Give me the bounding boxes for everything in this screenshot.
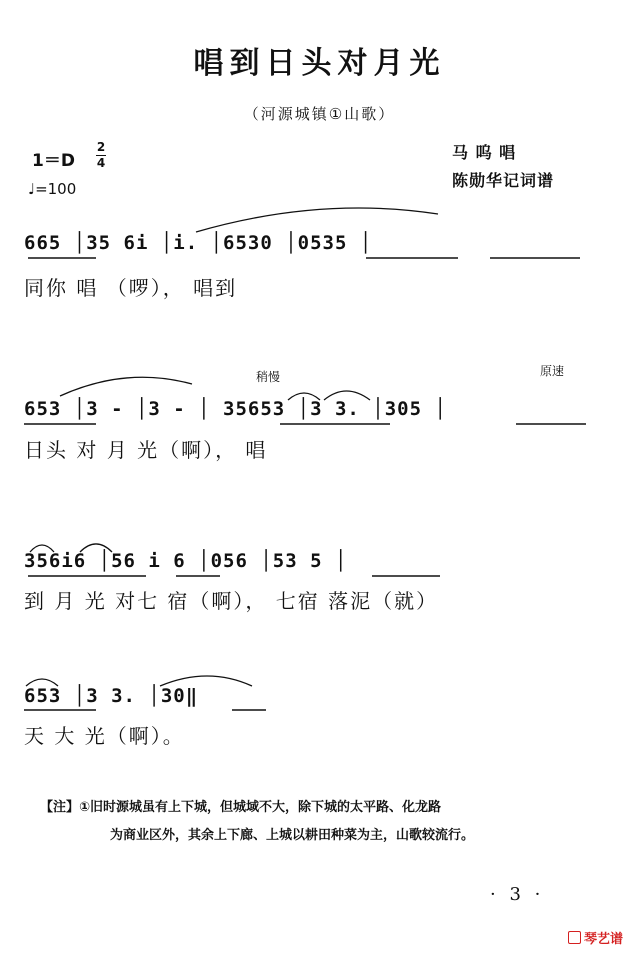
notation-line-2: 653 │3 - │3 - │ 35653 │3 3. │305 │ [24,398,447,420]
notation-line-4: 653 │3 3. │30‖ [24,685,199,707]
singer-credit: 马 呜 唱 [452,143,517,162]
slur-arc [30,545,54,552]
time-signature-top: 2 [96,140,106,154]
watermark-text: 琴艺谱 [584,932,624,947]
tempo-mark-slower: 稍慢 [256,370,281,384]
notation-credit: 陈勋华记词谱 [452,171,555,190]
tempo-mark-original: 原速 [540,364,565,378]
notation-line-3: 356i6 │56 i 6 │056 │53 5 │ [24,550,348,572]
page-title: 唱到日头对月光 [193,46,446,81]
slur-arc [160,676,252,686]
lyric-line-2: 日头 对 月 光（啊）， 唱 [24,438,268,462]
slur-arc [26,679,58,686]
subtitle: （河源城镇①山歌） [243,105,396,123]
footnote-line-1: 【注】①旧时源城虽有上下城，但城域不大，除下城的太平路、化龙路 [40,800,442,815]
lyric-line-4: 天 大 光（啊）。 [24,724,185,748]
footnote-line-2: 为商业区外，其余上下廊、上城以耕田种菜为主，山歌较流行。 [110,828,475,843]
notation-line-1: 665 │35 6i │i. │6530 │0535 │ [24,232,373,254]
slur-arc [324,391,370,400]
slur-arc [196,208,438,232]
watermark-logo [568,928,623,947]
key-signature: 1＝D [32,151,75,171]
time-signature-bottom: 4 [96,156,106,170]
slur-arc [60,377,192,396]
slur-arc [80,544,112,552]
watermark-icon [568,931,581,944]
tempo-marking: ♩=100 [28,180,77,198]
slur-arc [288,393,320,400]
lyric-line-3: 到 月 光 对七 宿（啊）， 七宿 落泥（就） [24,589,439,613]
lyric-line-1: 同你 唱 （啰）， 唱到 [24,276,238,300]
page-number: · 3 · [490,884,545,905]
